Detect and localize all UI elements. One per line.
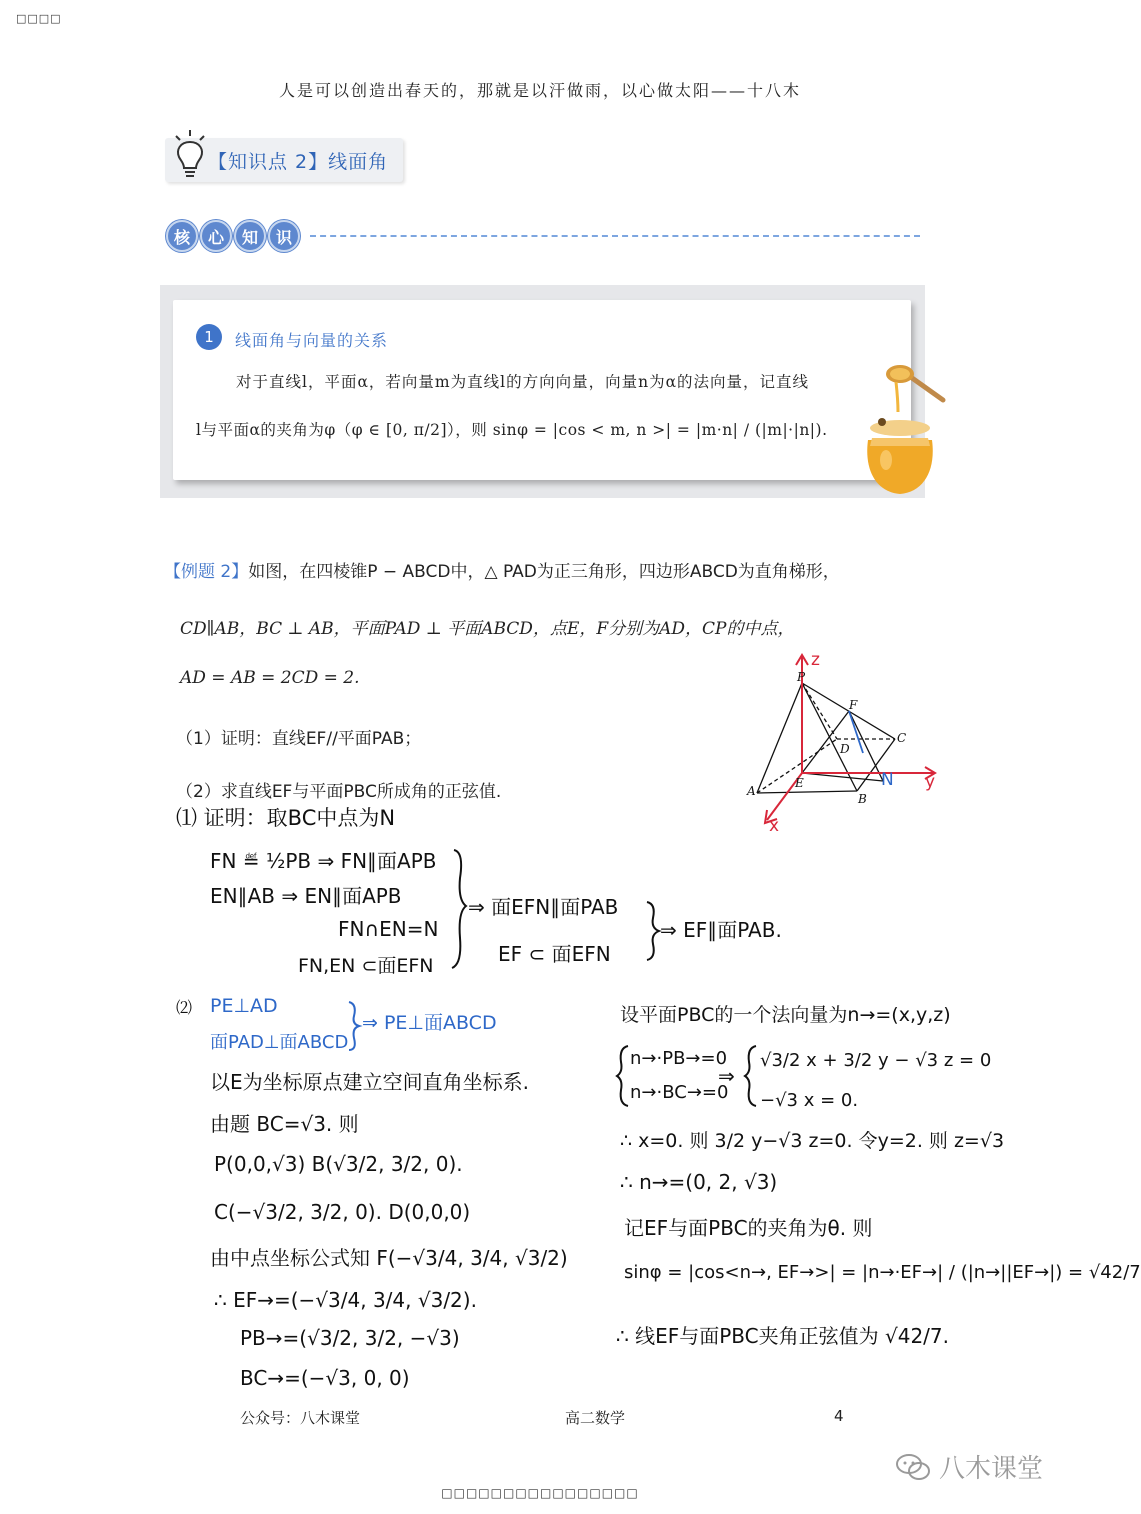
solution-2-blue-3: ⇒ PE⊥面ABCD	[362, 1012, 497, 1034]
label-D: D	[840, 742, 850, 756]
implies-arrow: ⇒	[718, 1064, 735, 1088]
solution-2-left-line-6: ∴ EF→=(−√3/4, 3/4, √3/2).	[214, 1288, 477, 1312]
solution-1-middle: ⇒ 面EFN∥面PAB	[468, 895, 619, 919]
solution-2-left-line-8: BC→=(−√3, 0, 0)	[240, 1366, 410, 1390]
solution-2-tag: ⑵	[176, 998, 193, 1017]
solution-2-left-line-5: 由中点坐标公式知 F(−√3/4, 3/4, √3/2)	[210, 1246, 568, 1270]
system-eq-2: n→·BC→=0	[630, 1082, 729, 1103]
solution-2-right-line-4: 记EF与面PBC的夹角为θ. 则	[624, 1216, 873, 1240]
system-brace-1	[616, 1044, 630, 1108]
solution-2-blue-2: 面PAD⊥面ABCD	[210, 1032, 349, 1053]
dashed-divider	[310, 235, 920, 237]
label-y: y	[925, 772, 936, 792]
label-C: C	[897, 731, 907, 745]
core-knowledge-char-1: 核	[166, 220, 198, 252]
example-text-1: 如图，在四棱锥P − ABCD中，△ PAD为正三角形，四边形ABCD为直角梯形，	[248, 562, 840, 582]
solution-2-right-line-6: ∴ 线EF与面PBC夹角正弦值为 √42/7.	[616, 1324, 949, 1348]
core-knowledge-char-4: 识	[268, 220, 300, 252]
card-text-line-1: 对于直线l，平面α，若向量m为直线l的方向向量，向量n为α的法向量，记直线	[236, 373, 810, 391]
example-tag: 【例题 2】	[164, 562, 249, 582]
label-B: B	[858, 792, 867, 806]
question-1: （1）证明：直线EF//平面PAB；	[176, 729, 422, 749]
label-N: N	[881, 770, 894, 790]
core-knowledge-char-2: 心	[200, 220, 232, 252]
solution-2-left-line-7: PB→=(√3/2, 3/2, −√3)	[240, 1326, 460, 1350]
system-result-1: √3/2 x + 3/2 y − √3 z = 0	[760, 1050, 992, 1071]
watermark	[895, 1448, 1043, 1485]
wechat-icon	[895, 1452, 931, 1482]
card-number-badge: 1	[196, 324, 222, 350]
footer-account: 公众号：八木课堂	[240, 1409, 361, 1427]
solution-1-line-4: FN,EN ⊂面EFN	[298, 955, 434, 977]
label-E: E	[795, 776, 804, 790]
solution-2-right-line-5: sinφ = |cos<n→, EF→>| = |n→·EF→| / (|n→||EF→|) = √42/7	[624, 1262, 1141, 1283]
solution-2-right-line-3: ∴ n→=(0, 2, √3)	[620, 1170, 778, 1194]
solution-2-left-line-4: C(−√3/2, 3/2, 0). D(0,0,0)	[214, 1200, 471, 1224]
label-A: A	[747, 784, 756, 798]
watermark-text: 八木课堂	[939, 1454, 1044, 1484]
example-line-2: CD∥AB，BC ⊥ AB，平面PAD ⊥ 平面ABCD，点E，F分别为AD，CP的中点，	[180, 619, 795, 639]
card-title: 线面角与向量的关系	[235, 331, 389, 350]
question-2: （2）求直线EF与平面PBC所成角的正弦值.	[176, 782, 502, 802]
footer-subject: 高二数学	[565, 1409, 626, 1427]
system-brace-2	[744, 1044, 758, 1108]
solution-2-left-line-2: 由题 BC=√3. 则	[210, 1112, 359, 1136]
example-line-3: AD = AB = 2CD = 2.	[180, 668, 360, 688]
honey-jar-icon	[858, 360, 958, 500]
solution-1-line-3: FN∩EN=N	[338, 917, 439, 941]
solution-2-right-line-2: ∴ x=0. 则 3/2 y−√3 z=0. 令y=2. 则 z=√3	[620, 1130, 1005, 1152]
pyramid-figure	[745, 645, 950, 835]
card-text-line-2: l与平面α的夹角为φ（φ ∈ [0, π/2]），则 sinφ = |cos < m, n >| = |m·n| / (|m|·|n|).	[196, 421, 828, 439]
solution-2-left-line-1: 以E为坐标原点建立空间直角坐标系.	[210, 1070, 529, 1094]
example-line-1	[164, 557, 840, 582]
brace-3	[346, 1000, 362, 1052]
solution-1-line-2: EN∥AB ⇒ EN∥面APB	[210, 884, 402, 908]
system-eq-1: n→·PB→=0	[630, 1048, 728, 1069]
footer-page-number: 4	[834, 1407, 844, 1425]
label-x: x	[769, 816, 780, 836]
knowledge-point-title: 【知识点 2】线面角	[208, 151, 389, 173]
top-marker: □□□□	[16, 12, 62, 25]
label-z: z	[811, 650, 820, 670]
solution-1-conclusion: ⇒ EF∥面PAB.	[660, 918, 782, 942]
solution-2-left-line-3: P(0,0,√3) B(√3/2, 3/2, 0).	[214, 1152, 463, 1176]
label-F: F	[849, 698, 858, 712]
core-knowledge-char-3: 知	[234, 220, 266, 252]
lightbulb-icon	[170, 128, 210, 180]
solution-1-line-1: FN ≝ ½PB ⇒ FN∥面APB	[210, 849, 437, 873]
page-motto: 人是可以创造出春天的，那就是以汗做雨，以心做太阳——十八木	[278, 81, 801, 100]
bottom-marker: □□□□□□□□□□□□□□□□	[441, 1486, 639, 1500]
solution-2-right-line-1: 设平面PBC的一个法向量为n→=(x,y,z)	[620, 1004, 951, 1026]
system-result-2: −√3 x = 0.	[760, 1090, 859, 1111]
solution-2-blue-1: PE⊥AD	[210, 995, 278, 1017]
solution-1-middle-2: EF ⊂ 面EFN	[498, 942, 611, 966]
label-P: P	[797, 670, 806, 684]
solution-1-head: ⑴ 证明：取BC中点为N	[176, 806, 396, 830]
brace-1	[450, 848, 470, 970]
